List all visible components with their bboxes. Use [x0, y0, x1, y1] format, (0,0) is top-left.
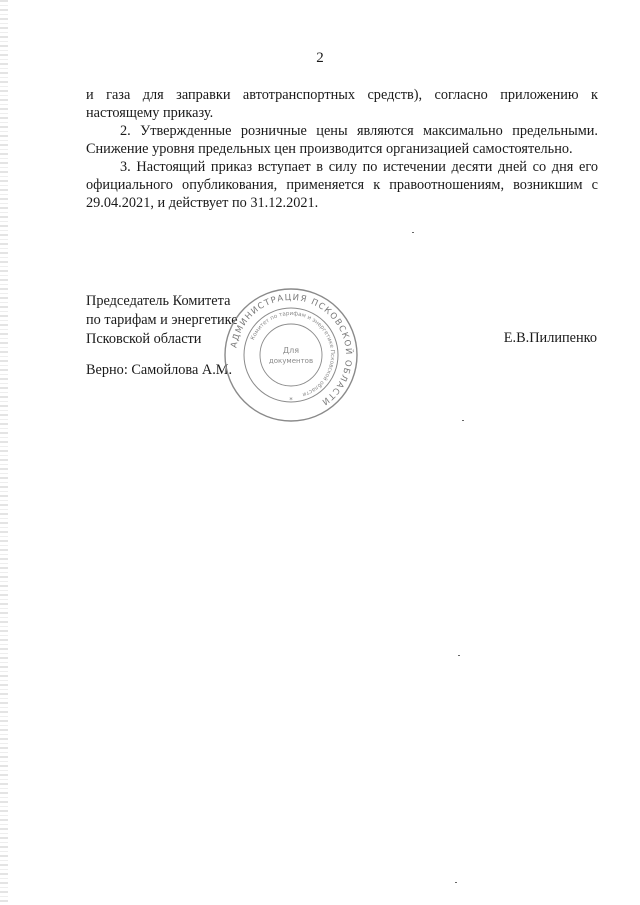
scan-speck: [455, 882, 457, 883]
signatory-title-line-2: по тарифам и энергетике: [86, 312, 238, 328]
svg-text:АДМИНИСТРАЦИЯ ПСКОВСКОЙ ОБЛАСТ: АДМИНИСТРАЦИЯ ПСКОВСКОЙ ОБЛАСТИ: [229, 292, 354, 408]
official-seal-stamp: [222, 286, 360, 424]
signatory-title-line-3: Псковской области: [86, 331, 202, 347]
certified-copy-note: Верно: Самойлова А.М.: [86, 362, 233, 378]
svg-text:Для: Для: [282, 346, 300, 355]
svg-text:Комитет по тарифам и энергетик: Комитет по тарифам и энергетике Псковской области: [250, 310, 336, 398]
scan-speck: [458, 655, 460, 656]
paragraph-continuation: и газа для заправки автотранспортных средств), согласно приложению к настоящему приказу.: [86, 87, 598, 121]
signatory-title-line-1: Председатель Комитета: [86, 293, 231, 309]
document-body: [86, 86, 598, 212]
page-number: 2: [316, 50, 324, 66]
scan-speck: [412, 232, 414, 233]
paragraph-3: 3. Настоящий приказ вступает в силу по истечении десяти дней со дня его официального опубликования, применяется к правоотношениям, возникшим с 29.04.2021, и действует по 31.12.2021.: [86, 159, 598, 211]
paragraph-2: 2. Утвержденные розничные цены являются максимально предельными. Снижение уровня предельных цен производится организацией самостоятельно.: [86, 123, 598, 157]
svg-text:*: *: [289, 396, 293, 404]
svg-text:документов: документов: [268, 357, 314, 365]
signatory-title: [86, 292, 238, 349]
scan-edge: [0, 0, 8, 905]
signatory-name: Е.В.Пилипенко: [503, 330, 597, 346]
scan-speck: [462, 420, 464, 421]
seal-stamp-graphic: [222, 286, 360, 424]
